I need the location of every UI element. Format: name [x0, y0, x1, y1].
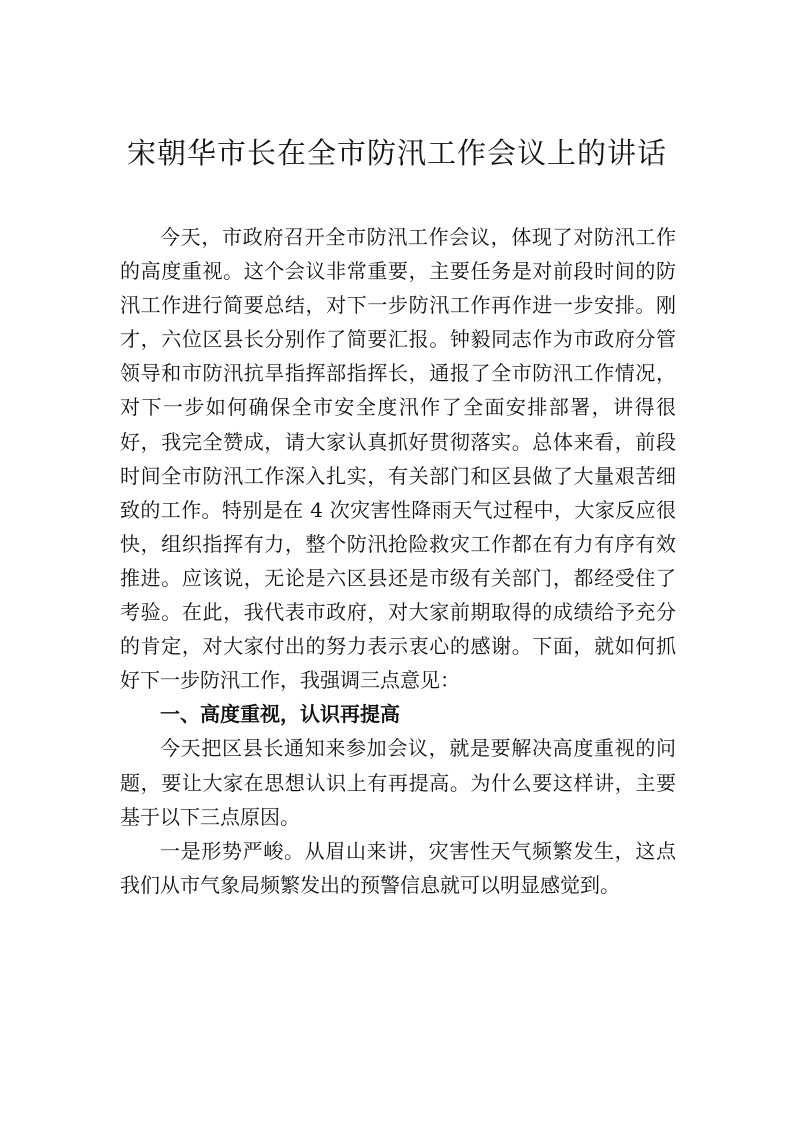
document-body — [120, 220, 676, 902]
document-title: 宋朝华市长在全市防汛工作会议上的讲话 — [126, 136, 667, 170]
paragraph-section1-intro: 今天把区县长通知来参加会议，就是要解决高度重视的问题，要让大家在思想认识上有再提高。为什么要这样讲，主要基于以下三点原因。 — [120, 736, 676, 829]
paragraph-section1-point1: 一是形势严峻。从眉山来讲，灾害性天气频繁发生，这点我们从市气象局频繁发出的预警信息就可以明显感觉到。 — [120, 838, 676, 897]
paragraph-opening: 今天，市政府召开全市防汛工作会议，体现了对防汛工作的高度重视。这个会议非常重要，主要任务是对前段时间的防汛工作进行简要总结，对下一步防汛工作再作进一步安排。刚才，六位区县长分别作了简要汇报。钟毅同志作为市政府分管领导和市防汛抗旱指挥部指挥长，通报了全市防汛工作情况，对下一步如何确保全市安全度汛作了全面安排部署，讲得很好，我完全赞成，请大家认真抓好贯彻落实。总体来看，前段时间全市防汛工作深入扎实，有关部门和区县做了大量艰苦细致的工作。特别是在 4 次灾害性降雨天气过程中，大家反应很快，组织指挥有力，整个防汛抢险救灾工作都在有力有序有效推进。应该说，无论是六区县还是市级有关部门，都经受住了考验。在此，我代表市政府，对大家前期取得的成绩给予充分的肯定，对大家付出的努力表示衷心的感谢。下面，就如何抓好下一步防汛工作，我强调三点意见： — [120, 225, 676, 693]
section-heading-1: 一、高度重视，认识再提高 — [160, 702, 400, 727]
